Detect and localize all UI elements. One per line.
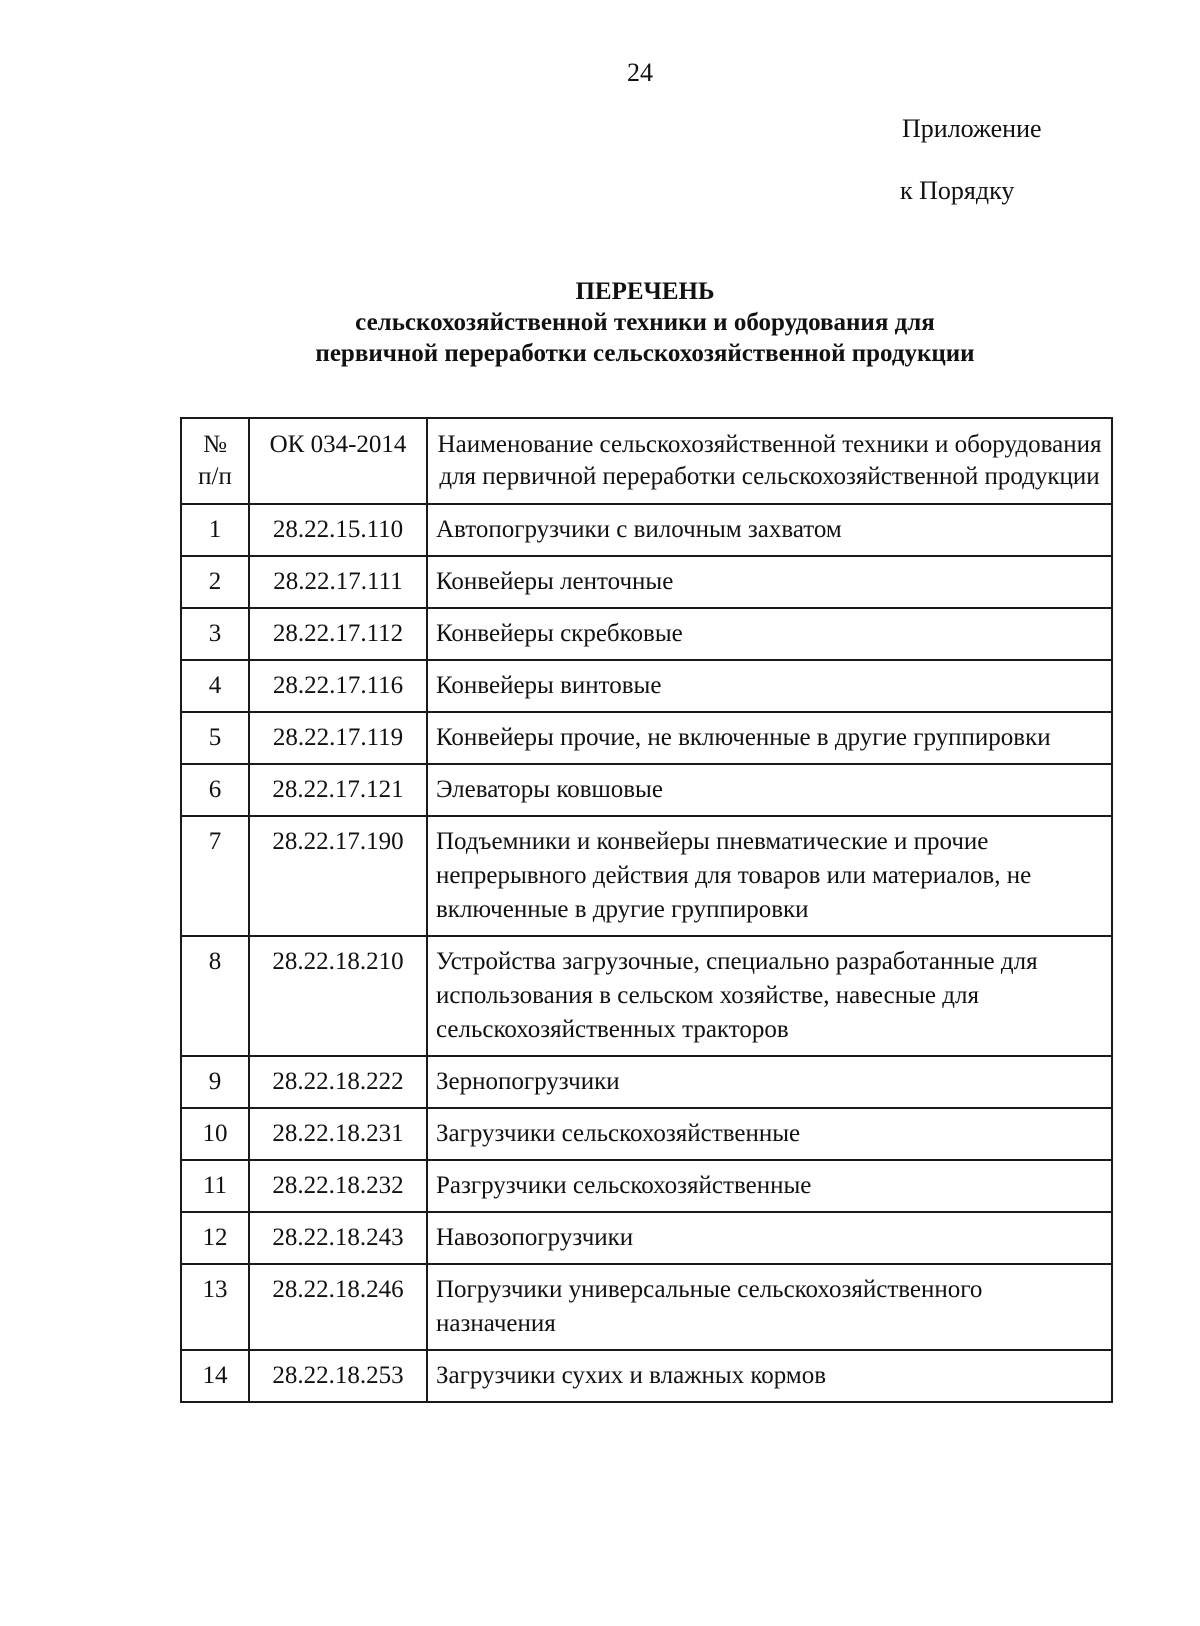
table-row: [181, 556, 1112, 608]
table-row: [181, 1350, 1112, 1402]
table-row: [181, 816, 1112, 936]
row-number: 12: [181, 1212, 249, 1264]
row-number: 1: [181, 504, 249, 556]
table-row: [181, 712, 1112, 764]
document-title: ПЕРЕЧЕНЬ: [575, 278, 715, 305]
row-number: 11: [181, 1160, 249, 1212]
row-number: 2: [181, 556, 249, 608]
row-code: 28.22.18.243: [249, 1212, 427, 1264]
row-code: 28.22.18.222: [249, 1056, 427, 1108]
row-code: 28.22.17.112: [249, 608, 427, 660]
table-row: [181, 660, 1112, 712]
row-name: Элеваторы ковшовые: [427, 764, 1112, 816]
row-code: 28.22.18.231: [249, 1108, 427, 1160]
row-name: Навозопогрузчики: [427, 1212, 1112, 1264]
appendix-reference: к Порядку: [900, 176, 1015, 205]
row-number: 10: [181, 1108, 249, 1160]
table-row: [181, 1056, 1112, 1108]
row-name: Загрузчики сельскохозяйственные: [427, 1108, 1112, 1160]
table-header: [181, 418, 1112, 504]
header-number: № п/п: [181, 418, 249, 504]
row-number: 6: [181, 764, 249, 816]
row-name: Автопогрузчики с вилочным захватом: [427, 504, 1112, 556]
table-row: [181, 1160, 1112, 1212]
equipment-table: [180, 417, 1113, 1403]
row-number: 7: [181, 816, 249, 936]
appendix-label: Приложение: [902, 114, 1042, 143]
row-name: Устройства загрузочные, специально разработанные для использования в сельском хозяйстве, навесные для сельскохозяйственных тракторов: [427, 936, 1112, 1056]
row-number: 4: [181, 660, 249, 712]
row-name: Разгрузчики сельскохозяйственные: [427, 1160, 1112, 1212]
row-number: 3: [181, 608, 249, 660]
header-name: Наименование сельскохозяйственной техники и оборудования для первичной переработки сельскохозяйственной продукции: [427, 418, 1112, 504]
table-row: [181, 608, 1112, 660]
row-name: Конвейеры винтовые: [427, 660, 1112, 712]
table-body: [181, 504, 1112, 1402]
table-row: [181, 1264, 1112, 1350]
row-code: 28.22.18.232: [249, 1160, 427, 1212]
row-number: 9: [181, 1056, 249, 1108]
row-code: 28.22.18.210: [249, 936, 427, 1056]
row-code: 28.22.17.121: [249, 764, 427, 816]
row-code: 28.22.18.246: [249, 1264, 427, 1350]
page-number: 24: [627, 58, 653, 87]
row-name: Конвейеры прочие, не включенные в другие группировки: [427, 712, 1112, 764]
row-code: 28.22.18.253: [249, 1350, 427, 1402]
row-name: Конвейеры скребковые: [427, 608, 1112, 660]
row-number: 5: [181, 712, 249, 764]
row-code: 28.22.15.110: [249, 504, 427, 556]
row-name: Зернопогрузчики: [427, 1056, 1112, 1108]
table-row: [181, 1212, 1112, 1264]
table-row: [181, 764, 1112, 816]
header-row: [181, 418, 1112, 504]
document-subtitle-line1: сельскохозяйственной техники и оборудования для: [355, 309, 935, 336]
row-name: Подъемники и конвейеры пневматические и прочие непрерывного действия для товаров или материалов, не включенные в другие группировки: [427, 816, 1112, 936]
row-number: 13: [181, 1264, 249, 1350]
row-code: 28.22.17.119: [249, 712, 427, 764]
row-name: Загрузчики сухих и влажных кормов: [427, 1350, 1112, 1402]
row-code: 28.22.17.116: [249, 660, 427, 712]
row-name: Конвейеры ленточные: [427, 556, 1112, 608]
table-row: [181, 936, 1112, 1056]
document-heading: [0, 276, 1200, 369]
row-number: 14: [181, 1350, 249, 1402]
table-row: [181, 1108, 1112, 1160]
table-row: [181, 504, 1112, 556]
row-code: 28.22.17.111: [249, 556, 427, 608]
row-name: Погрузчики универсальные сельскохозяйственного назначения: [427, 1264, 1112, 1350]
document-subtitle-line2: первичной переработки сельскохозяйственной продукции: [315, 340, 975, 367]
header-code: ОК 034-2014: [249, 418, 427, 504]
row-number: 8: [181, 936, 249, 1056]
row-code: 28.22.17.190: [249, 816, 427, 936]
